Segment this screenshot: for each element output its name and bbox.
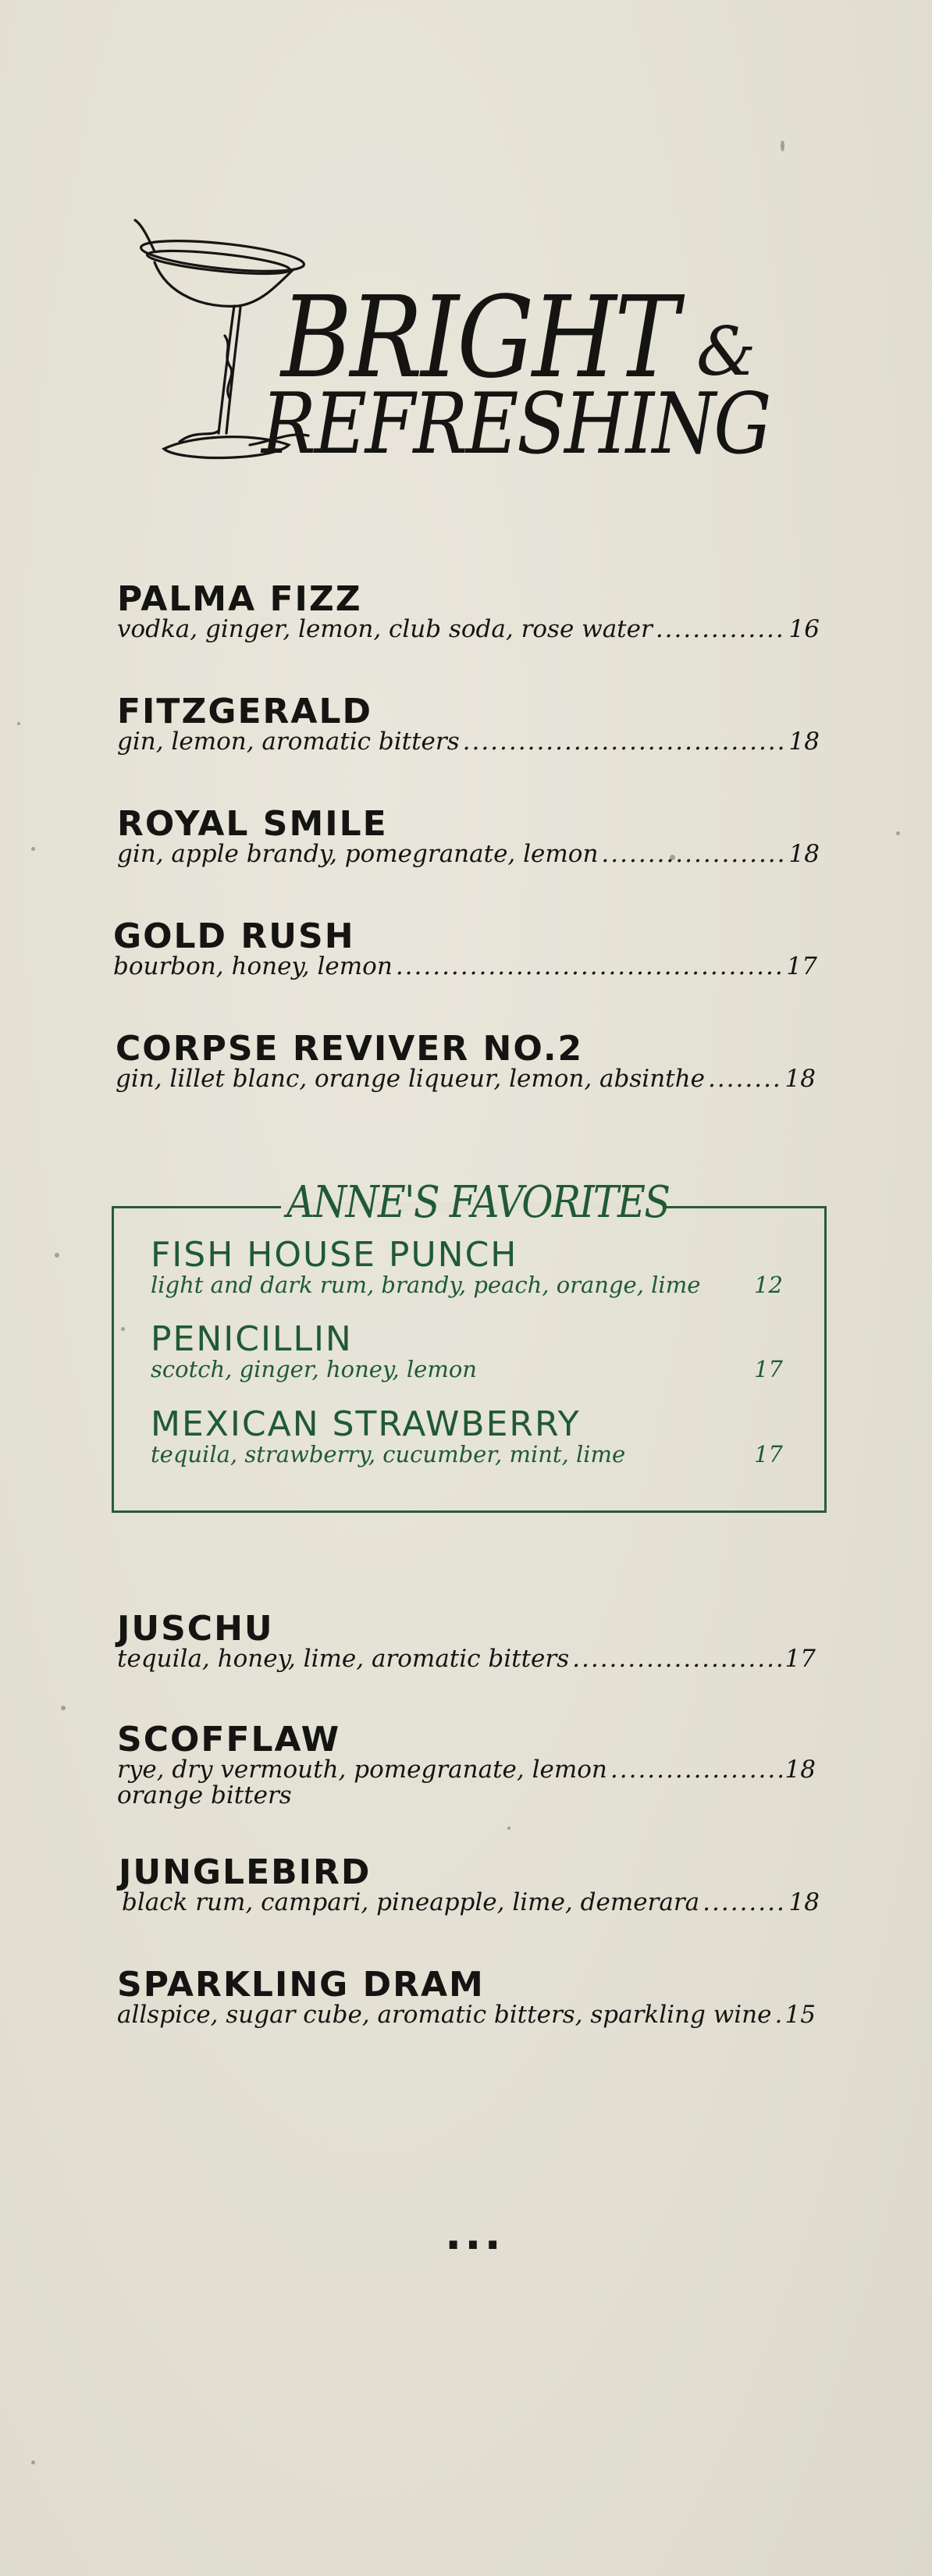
favorite-name: MEXICAN STRAWBERRY bbox=[151, 1404, 581, 1444]
menu-item bbox=[117, 1609, 816, 1673]
item-price: 17 bbox=[784, 1645, 816, 1673]
item-price: 16 bbox=[788, 615, 820, 643]
item-price: 15 bbox=[784, 2001, 816, 2029]
menu-title-line2: REFRESHING bbox=[261, 375, 770, 473]
favorite-price: 17 bbox=[754, 1441, 783, 1468]
menu-item bbox=[117, 1965, 816, 2029]
item-name: PALMA FIZZ bbox=[117, 579, 362, 619]
dot-leader bbox=[703, 1890, 785, 1916]
item-ingredients: allspice, sugar cube, aromatic bitters, sparkling wine bbox=[117, 2001, 772, 2029]
item-price: 18 bbox=[788, 728, 820, 756]
favorite-name: FISH HOUSE PUNCH bbox=[151, 1235, 518, 1275]
favorites-title: ANNE'S FAVORITES bbox=[286, 1177, 670, 1228]
item-price: 18 bbox=[788, 840, 820, 868]
favorite-item bbox=[151, 1235, 783, 1298]
menu-item bbox=[117, 579, 820, 643]
dot-leader bbox=[708, 1066, 782, 1092]
more-ellipsis: ... bbox=[445, 2209, 504, 2260]
title-ampersand: & bbox=[696, 313, 756, 391]
dot-leader bbox=[610, 1757, 782, 1783]
item-price: 17 bbox=[786, 952, 817, 980]
dot-leader bbox=[656, 617, 786, 642]
menu-item bbox=[116, 1029, 816, 1093]
item-ingredients: tequila, honey, lime, aromatic bitters bbox=[117, 1645, 570, 1673]
favorite-price: 12 bbox=[754, 1272, 783, 1298]
menu-item bbox=[117, 692, 820, 756]
item-price: 18 bbox=[784, 1756, 816, 1784]
dot-leader bbox=[601, 841, 785, 867]
item-name: JUSCHU bbox=[117, 1609, 274, 1649]
favorite-item bbox=[151, 1404, 783, 1468]
item-ingredients: rye, dry vermouth, pomegranate, lemon bbox=[117, 1756, 607, 1784]
item-name: GOLD RUSH bbox=[113, 916, 355, 956]
item-ingredients-extra: orange bitters bbox=[117, 1781, 292, 1809]
favorite-ingredients: light and dark rum, brandy, peach, orange, lime bbox=[151, 1272, 701, 1298]
menu-item bbox=[119, 1852, 820, 1916]
dot-leader bbox=[572, 1646, 781, 1672]
dot-leader bbox=[774, 2002, 781, 2028]
item-price: 18 bbox=[788, 1888, 820, 1916]
menu-title-line1: BRIGHT bbox=[281, 272, 678, 403]
favorite-ingredients: tequila, strawberry, cucumber, mint, lime bbox=[151, 1441, 626, 1468]
item-ingredients: vodka, ginger, lemon, club soda, rose water bbox=[117, 615, 653, 643]
item-ingredients: black rum, campari, pineapple, lime, demerara bbox=[122, 1888, 700, 1916]
item-name: JUNGLEBIRD bbox=[119, 1852, 372, 1892]
item-name: SCOFFLAW bbox=[117, 1720, 341, 1759]
favorite-ingredients: scotch, ginger, honey, lemon bbox=[151, 1356, 477, 1382]
menu-item bbox=[117, 804, 820, 868]
item-price: 18 bbox=[784, 1065, 816, 1093]
favorite-item bbox=[151, 1319, 783, 1382]
item-name: ROYAL SMILE bbox=[117, 804, 388, 844]
item-name: FITZGERALD bbox=[117, 692, 373, 731]
menu-item bbox=[113, 916, 817, 980]
dot-leader bbox=[463, 729, 786, 755]
item-name: SPARKLING DRAM bbox=[117, 1965, 485, 2005]
dot-leader bbox=[396, 954, 784, 980]
item-ingredients: gin, apple brandy, pomegranate, lemon bbox=[117, 840, 599, 868]
item-name: CORPSE REVIVER NO.2 bbox=[116, 1029, 584, 1069]
item-ingredients: gin, lemon, aromatic bitters bbox=[117, 728, 460, 756]
menu-item bbox=[117, 1720, 816, 1809]
item-ingredients: bourbon, honey, lemon bbox=[113, 952, 393, 980]
item-ingredients: gin, lillet blanc, orange liqueur, lemon, absinthe bbox=[116, 1065, 705, 1093]
favorite-name: PENICILLIN bbox=[151, 1319, 353, 1359]
favorite-price: 17 bbox=[754, 1356, 783, 1382]
